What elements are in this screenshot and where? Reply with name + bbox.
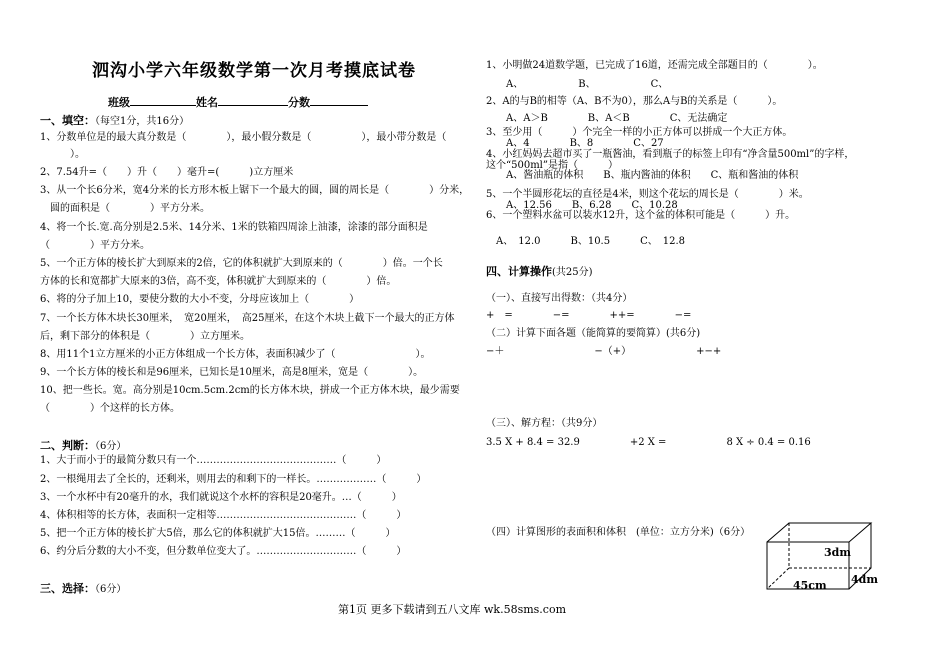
fill-q8: 8、用11个1立方厘米的小正方体组成一个长方体，表面积减少了（ ）。	[40, 349, 431, 360]
judge-q6: 6、约分后分数的大小不变，但分数单位变大了。…………………………（ ）	[40, 546, 407, 557]
calc-sub3-title: （三）、解方程：（共9分）	[486, 418, 603, 429]
fill-q4-line1: 4、将一个长.宽.高分别是2.5米、14分米、1米的铁箱四周涂上油漆，涂漆的部分面积是	[40, 222, 428, 233]
fill-q7-line1: 7、一个长方体木块长30厘米， 宽20厘米， 高25厘米，在这个木块上截下一个最大的正方体	[40, 313, 455, 324]
section-calc-heading: 四、计算操作(共25分)	[486, 265, 593, 278]
cuboid-top-face	[767, 523, 871, 542]
fill-q7-line2: 后，剩下部分的体积是（ ）立方厘米。	[40, 331, 250, 342]
judge-q5: 5、把一个正方体的棱长扩大5倍，那么它的体积就扩大15倍。………（ ）	[40, 528, 396, 539]
calc-sub1-title: （一）、直接写出得数：（共4分）	[486, 293, 633, 304]
judge-q1: 1、大于而小于的最简分数只有一个……………………………………（ ）	[40, 455, 387, 466]
width-label: 4dm	[851, 573, 878, 586]
fill-q6: 6、将的分子加上10，要使分数的大小不变，分母应该加上（ ）	[40, 294, 360, 305]
score-field[interactable]	[310, 94, 368, 106]
page-footer: 第1页 更多下载请到五八文库 wk.58sms.com	[338, 603, 566, 616]
section-fill-blank-heading: 一、填空：（每空1分，共16分）	[40, 114, 190, 127]
judge-q4: 4、体积相等的长方体，表面积一定相等……………………………………（ ）	[40, 510, 407, 521]
calc-sub2-title: （二）计算下面各题（能简算的要简算）(共6分)	[486, 328, 701, 339]
section-choice-heading: 三、选择：（6分）	[40, 582, 127, 595]
fill-q10-line1: 10、把一些长。宽。高分别是10cm.5cm.2cm的长方体木块，拼成一个正方体木块，最少需要	[40, 385, 460, 396]
section-judge-heading: 二、判断：（6分）	[40, 439, 127, 452]
cuboid-figure	[760, 515, 880, 595]
fill-q5-line1: 5、一个正方体的棱长扩大到原来的2倍，它的体积就扩大到原来的（ ）倍。一个长	[40, 258, 443, 269]
class-label: 班级	[108, 96, 130, 109]
fill-q5-line2: 方体的长和宽都扩大原来的3倍，高不变，体积就扩大到原来的（ ）倍。	[40, 276, 397, 287]
fill-q2: 2、7.54升=（ ）升（ ）毫升=( )立方厘米	[40, 167, 294, 178]
fill-q4-line2: （ ）平方分米。	[40, 240, 150, 251]
calc-sub3-equations: 3.5 X + 8.4 = 32.9 +2 X = 8 X ÷ 0.4 = 0.16	[486, 437, 811, 448]
fill-q3-line1: 3、从一个长6分米，宽4分米的长方形木板上锯下一个最大的圆，圆的周长是（ ）分米，	[40, 185, 470, 196]
score-label: 分数	[288, 96, 310, 109]
choice-q1: 1、小明做24道数学题，已完成了16道，还需完成全部题目的（ ）。	[486, 60, 823, 71]
name-field[interactable]	[218, 94, 288, 106]
choice-q1-options: A、 B、 C、	[486, 79, 669, 90]
length-label: 45cm	[793, 579, 827, 592]
calc-sub2-items: −＋ −（+） +−+	[486, 346, 722, 357]
choice-q4-options: A、酱油瓶的体积 B、瓶内酱油的体积 C、瓶和酱油的体积	[486, 170, 799, 181]
choice-q4-line1: 4、小红妈妈去超市买了一瓶酱油，看到瓶子的标签上印有“净含量500ml”的字样，	[486, 149, 855, 160]
choice-q3: 3、至少用（ ）个完全一样的小正方体可以拼成一个大正方体。	[486, 127, 793, 138]
calc-sub1-items: + = −= ++= −=	[486, 310, 692, 321]
choice-q5-options: A、12.56 B、6.28 C、10.28	[486, 200, 678, 211]
fill-q10-line2: （ ）个这样的长方体。	[40, 403, 180, 414]
judge-q3: 3、一个水杯中有20毫升的水，我们就说这个水杯的容积是20毫升。…（ ）	[40, 492, 402, 503]
choice-q6-options: A、 12.0 B、10.5 C、 12.8	[486, 236, 686, 247]
choice-q3-options: A、4 B、8 C、27	[486, 138, 664, 149]
cuboid-hidden-edge-depth	[767, 568, 789, 589]
fill-q1-line1: 1、分数单位是的最大真分数是（ ），最小假分数是（ ），最小带分数是（	[40, 132, 447, 143]
fill-q3-line2: 圆的面积是（ ）平方分米。	[40, 203, 210, 214]
name-label: 姓名	[196, 96, 218, 109]
exam-title: 泗沟小学六年级数学第一次月考摸底试卷	[92, 61, 416, 81]
choice-q2: 2、A的与B的相等（A、B不为0），那么A与B的关系是（ ）。	[486, 96, 783, 107]
choice-q4-line2: 这个“500ml”是指（ ）	[486, 160, 618, 171]
choice-q5: 5、一个半圆形花坛的直径是4米，则这个花坛的周长是（ ）米。	[486, 189, 809, 200]
fill-q9: 9、一个长方体的棱长和是96厘米，已知长是10厘米，高是8厘米，宽是（ ）。	[40, 367, 424, 378]
height-label: 3dm	[824, 546, 851, 559]
judge-q2: 2、一根绳用去了全长的，还剩米，则用去的和剩下的一样长。………………（ ）	[40, 474, 427, 485]
choice-q2-options: A、A＞B B、A＜B C、无法确定	[486, 113, 728, 124]
fill-q1-line2: ）。	[40, 149, 85, 160]
choice-q6: 6、一个塑料水盆可以装水12升，这个盆的体积可能是（ ）升。	[486, 210, 796, 221]
calc-sub4-title: （四）计算图形的表面积和体积 (单位：立方分米)（6分）	[486, 527, 751, 538]
student-info-line	[108, 94, 368, 110]
class-field[interactable]	[130, 94, 196, 106]
